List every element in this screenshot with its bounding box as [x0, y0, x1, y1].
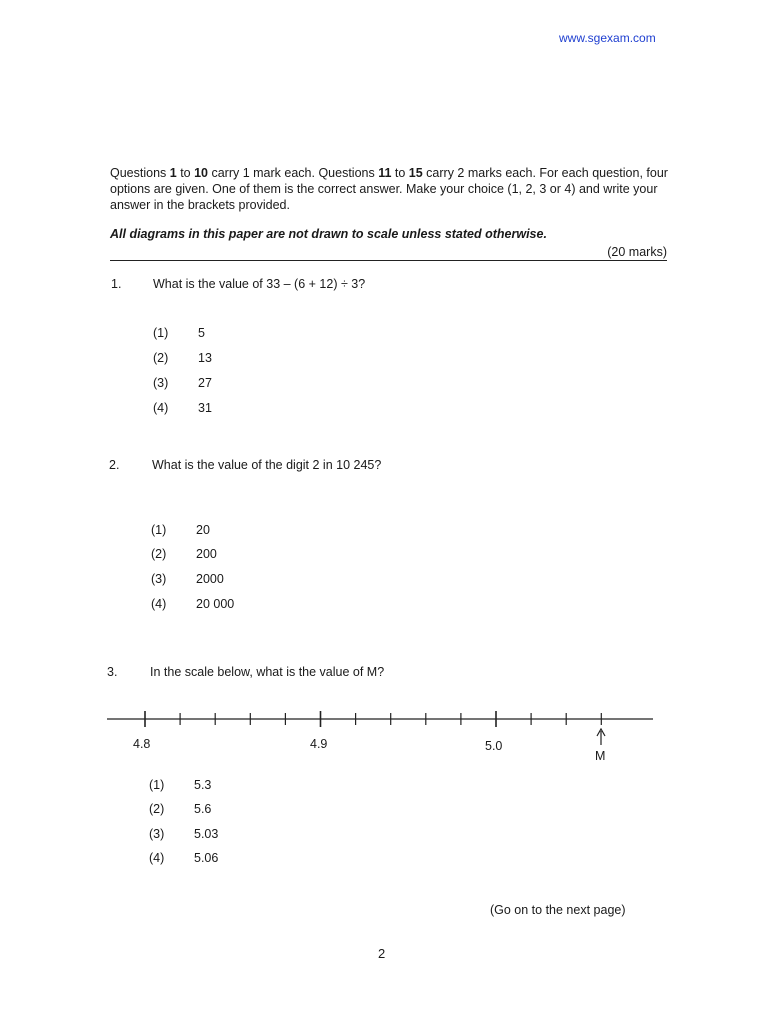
scale-label-4-8: 4.8 [133, 737, 151, 751]
q1-option-4-number: (4) [153, 401, 169, 415]
q2-option-4-value: 20 000 [196, 597, 235, 611]
q1-option-4-value: 31 [198, 401, 212, 415]
question-1-number: 1. [111, 277, 122, 291]
q1-option-1-number: (1) [153, 326, 169, 340]
next-page-note: (Go on to the next page) [490, 903, 626, 917]
question-1-text: What is the value of 33 – (6 + 12) ÷ 3? [153, 277, 366, 291]
scale-label-4-9: 4.9 [310, 737, 328, 751]
section-divider [110, 260, 667, 261]
scale-label-5-0: 5.0 [485, 739, 503, 753]
q3-option-1-value: 5.3 [194, 778, 212, 792]
q2-option-2-value: 200 [196, 547, 217, 561]
q3-option-1-number: (1) [149, 778, 165, 792]
instr-text-e: carry 1 mark each. Questions [208, 166, 379, 180]
scale-marker-m: M [595, 749, 606, 763]
instr-q-start: 1 [169, 166, 177, 180]
q2-option-3-number: (3) [151, 572, 167, 586]
website-url: www.sgexam.com [559, 31, 656, 45]
instr-text-i: carry 2 marks each. For each question, four options are given. One of them is the correct answer. Make your choice (1, 2, 3 or 4) and write your answer in the brackets provided. [110, 166, 668, 212]
q2-option-2-number: (2) [151, 547, 167, 561]
page-number: 2 [378, 946, 386, 961]
q1-option-2-number: (2) [153, 351, 169, 365]
q1-option-3-value: 27 [198, 376, 212, 390]
q1-option-2-value: 13 [198, 351, 212, 365]
question-3-number: 3. [107, 665, 118, 679]
q3-option-2-value: 5.6 [194, 802, 212, 816]
instr-text-g: to [391, 166, 409, 180]
q3-option-3-number: (3) [149, 827, 165, 841]
q2-option-3-value: 2000 [196, 572, 224, 586]
q3-option-2-number: (2) [149, 802, 165, 816]
q3-option-3-value: 5.03 [194, 827, 219, 841]
instr-text-a: Questions [110, 166, 170, 180]
instr-q-end: 10 [194, 166, 208, 180]
diagram-note: All diagrams in this paper are not drawn to scale unless stated otherwise. [110, 227, 547, 241]
q2-option-4-number: (4) [151, 597, 167, 611]
q2-option-1-number: (1) [151, 523, 167, 537]
section-marks: (20 marks) [607, 245, 667, 259]
q1-option-1-value: 5 [198, 326, 205, 340]
instructions-paragraph [110, 165, 670, 213]
q3-option-4-number: (4) [149, 851, 165, 865]
number-line-diagram [0, 700, 768, 770]
instr-q2-start: 11 [378, 166, 392, 180]
question-3-text: In the scale below, what is the value of M? [150, 665, 385, 679]
q3-option-4-value: 5.06 [194, 851, 219, 865]
q1-option-3-number: (3) [153, 376, 169, 390]
q2-option-1-value: 20 [196, 523, 210, 537]
question-2-number: 2. [109, 458, 120, 472]
instr-text-c: to [176, 166, 195, 180]
instr-q2-end: 15 [408, 166, 423, 180]
question-2-text: What is the value of the digit 2 in 10 245? [152, 458, 382, 472]
